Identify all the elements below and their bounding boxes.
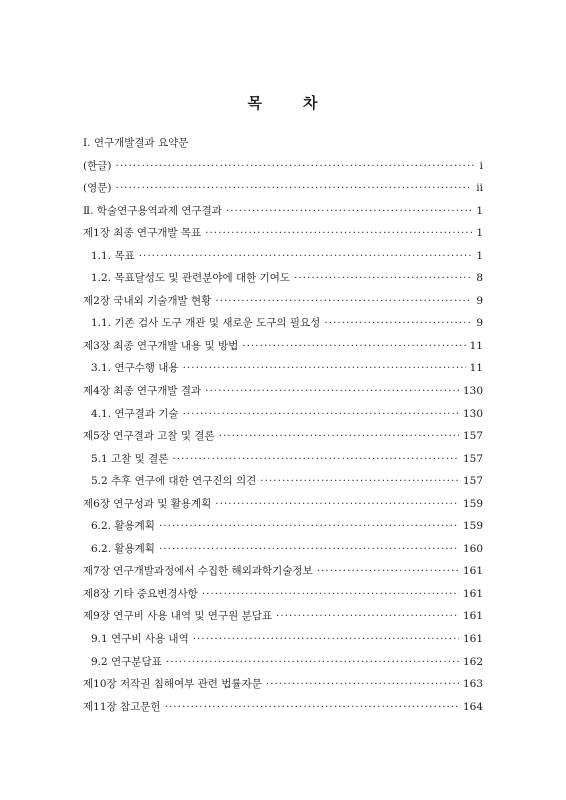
toc-entry-page: 130 <box>462 385 483 398</box>
toc-leader-dots <box>242 335 465 358</box>
toc-entry <box>83 448 483 471</box>
toc-entry-label: 4.1. 연구결과 기술 <box>91 407 179 420</box>
toc-entry-label: 제6장 연구성과 및 활용계획 <box>83 497 212 510</box>
toc-entry-page: 130 <box>462 407 483 420</box>
toc-entry-label: 9.2 연구분담표 <box>91 655 162 668</box>
toc-entry-label: 제10장 저작권 침해여부 관련 법률자문 <box>83 678 262 691</box>
toc-entry <box>83 335 483 358</box>
toc-entry-page: 159 <box>462 497 483 510</box>
toc-entry <box>83 245 483 268</box>
toc-entry-page: 161 <box>462 610 483 623</box>
toc-leader-dots <box>183 403 459 426</box>
toc-entry-page: 8 <box>476 272 483 285</box>
toc-leader-dots <box>159 538 459 561</box>
toc-entry <box>83 696 483 719</box>
toc-entry-label: (영문) <box>83 182 112 195</box>
toc-entry-page: 161 <box>462 633 483 646</box>
toc-leader-dots <box>205 380 459 403</box>
toc-entry <box>83 380 483 403</box>
toc-leader-dots <box>165 696 459 719</box>
toc-leader-dots <box>205 222 472 245</box>
toc-entry <box>83 628 483 651</box>
toc-entry <box>83 493 483 516</box>
toc-entry-page: 11 <box>469 339 483 352</box>
toc-leader-dots <box>226 200 472 223</box>
toc-entry-label: Ⅰ. 연구개발결과 요약문 <box>83 137 189 149</box>
toc-leader-dots <box>159 515 459 538</box>
toc-leader-dots <box>166 651 459 674</box>
toc-leader-dots <box>115 155 475 178</box>
toc-entry <box>83 155 483 178</box>
toc-entry-label: 제7장 연구개발과정에서 수집한 해외과학기술정보 <box>83 565 313 578</box>
toc-entry-label: 제8장 기타 중요변경사항 <box>83 587 198 600</box>
toc-entry-label: 6.2. 활용계획 <box>91 520 155 533</box>
toc-entry-label: (한글) <box>83 159 112 172</box>
toc-entry-label: 5.2 추후 연구에 대한 연구진의 의견 <box>91 475 257 488</box>
toc-entry <box>83 470 483 493</box>
toc-entry-label: 9.1 연구비 사용 내역 <box>91 633 189 646</box>
toc-entry <box>83 425 483 448</box>
title-char-2: 차 <box>303 94 319 112</box>
toc-entry-page: 11 <box>469 362 483 375</box>
toc-leader-dots <box>294 267 472 290</box>
toc-leader-dots <box>215 290 472 313</box>
toc-leader-dots <box>115 177 472 200</box>
toc-entry-page: 157 <box>462 452 483 465</box>
toc-entry <box>83 177 483 200</box>
toc-entry-label: Ⅱ. 학술연구용역과제 연구결과 <box>83 204 222 217</box>
table-of-contents <box>83 132 483 718</box>
toc-entry-page: i <box>479 159 483 172</box>
toc-leader-dots <box>219 425 459 448</box>
toc-entry <box>83 673 483 696</box>
toc-entry <box>83 515 483 538</box>
toc-entry-label: 1.1. 목표 <box>91 249 135 262</box>
toc-leader-dots <box>324 312 472 335</box>
toc-leader-dots <box>202 583 459 606</box>
toc-leader-dots <box>183 357 466 380</box>
toc-entry <box>83 200 483 223</box>
toc-entry-page: 164 <box>462 700 483 713</box>
toc-entry-label: 1.2. 목표달성도 및 관련분야에 대한 기여도 <box>91 272 291 285</box>
toc-entry-page: 161 <box>462 565 483 578</box>
toc-entry-page: 163 <box>462 678 483 691</box>
toc-entry <box>83 403 483 426</box>
toc-entry-label: 6.2. 활용계획 <box>91 542 155 555</box>
toc-entry <box>83 312 483 335</box>
toc-entry-page: 157 <box>462 430 483 443</box>
toc-leader-dots <box>215 493 459 516</box>
toc-entry-page: 161 <box>462 587 483 600</box>
toc-entry-label: 제2장 국내외 기술개발 현황 <box>83 294 212 307</box>
toc-entry-label: 제5장 연구결과 고찰 및 결론 <box>83 430 215 443</box>
toc-leader-dots <box>193 628 459 651</box>
toc-entry-page: 1 <box>476 249 483 262</box>
toc-entry-page: 159 <box>462 520 483 533</box>
toc-entry <box>83 132 483 155</box>
toc-leader-dots <box>172 448 459 471</box>
toc-entry <box>83 267 483 290</box>
toc-leader-dots <box>266 673 459 696</box>
toc-entry <box>83 651 483 674</box>
toc-entry-label: 제4장 최종 연구개발 결과 <box>83 385 202 398</box>
toc-entry-page: 1 <box>476 227 483 240</box>
toc-leader-dots <box>317 560 459 583</box>
toc-entry <box>83 290 483 313</box>
toc-entry <box>83 357 483 380</box>
toc-entry-page: 1 <box>476 204 483 217</box>
toc-entry-page: 162 <box>462 655 483 668</box>
toc-entry-page: 160 <box>462 542 483 555</box>
toc-entry <box>83 583 483 606</box>
toc-entry-label: 5.1 고찰 및 결론 <box>91 452 169 465</box>
toc-entry <box>83 538 483 561</box>
page-title <box>0 92 566 113</box>
toc-entry-page: 9 <box>476 317 483 330</box>
toc-entry-label: 제9장 연구비 사용 내역 및 연구원 분담표 <box>83 610 272 623</box>
toc-entry-label: 제3장 최종 연구개발 내용 및 방법 <box>83 339 239 352</box>
toc-entry-page: ii <box>476 182 483 195</box>
toc-entry <box>83 222 483 245</box>
toc-leader-dots <box>276 605 459 628</box>
toc-entry-label: 제1장 최종 연구개발 목표 <box>83 227 202 240</box>
toc-entry <box>83 605 483 628</box>
title-char-1: 목 <box>247 94 263 112</box>
toc-leader-dots <box>260 470 459 493</box>
toc-entry-page: 9 <box>476 294 483 307</box>
toc-entry-label: 제11장 참고문헌 <box>83 700 161 713</box>
toc-leader-dots <box>139 245 473 268</box>
toc-entry-page: 157 <box>462 475 483 488</box>
toc-entry <box>83 560 483 583</box>
toc-entry-label: 1.1. 기존 검사 도구 개관 및 새로운 도구의 필요성 <box>91 317 321 330</box>
toc-entry-label: 3.1. 연구수행 내용 <box>91 362 179 375</box>
